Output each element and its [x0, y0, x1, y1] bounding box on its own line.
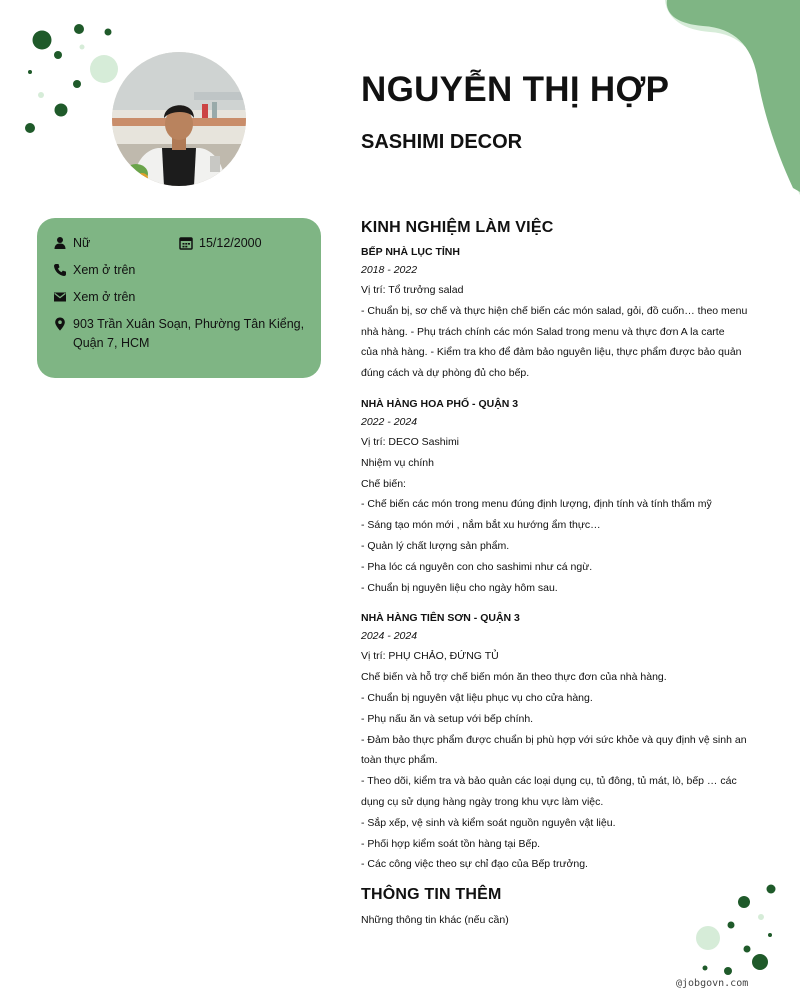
job-line: - Chuẩn bị nguyên liệu cho ngày hôm sau.	[361, 581, 558, 594]
birthdate-text: 15/12/2000	[199, 236, 262, 250]
job-period: 2022 - 2024	[361, 415, 418, 428]
job-line: - Phối hợp kiểm soát tồn hàng tại Bếp.	[361, 837, 541, 850]
job-line: Vị trí: PHỤ CHẢO, ĐỨNG TỦ	[361, 650, 499, 663]
job-line: Nhiệm vụ chính	[361, 456, 434, 469]
job-line: của nhà hàng. - Kiểm tra kho để đảm bảo nguyên liệu, thực phẩm được bảo quản	[361, 346, 742, 359]
bottom-right-dots-decoration	[690, 880, 780, 975]
job-line: - Chuẩn bị, sơ chế và thực hiện chế biến các món salad, gỏi, đồ cuốn… theo menu	[361, 304, 748, 317]
job-line: - Đảm bảo thực phẩm được chuẩn bị phù hợp với sức khỏe và quy định vệ sinh an	[361, 733, 747, 746]
location-pin-icon	[53, 317, 67, 331]
job-line: - Các công việc theo sự chỉ đạo của Bếp trưởng.	[361, 858, 588, 871]
job-entry	[361, 395, 763, 598]
phone-icon	[53, 263, 67, 277]
job-line: - Sắp xếp, vệ sinh và kiểm soát nguồn nguyên vật liệu.	[361, 816, 616, 829]
top-right-decoration	[665, 0, 800, 200]
extra-info-text: Những thông tin khác (nếu cần)	[361, 914, 509, 927]
phone-row	[53, 261, 135, 280]
job-line: - Theo dõi, kiểm tra và bảo quản các loại dụng cụ, tủ đông, tủ mát, lò, bếp … các	[361, 775, 737, 788]
watermark: @jobgovn.com	[676, 978, 749, 989]
gender-row	[53, 234, 90, 253]
job-entry	[361, 609, 763, 875]
job-line: Chế biến và hỗ trợ chế biến món ăn theo thực đơn của nhà hàng.	[361, 671, 667, 684]
address-line-1: 903 Trần Xuân Soạn, Phường Tân Kiểng,	[73, 317, 305, 331]
person-icon	[53, 236, 67, 250]
job-line: đúng cách và dự phòng đủ cho bếp.	[361, 367, 530, 380]
job-line: Chế biến:	[361, 477, 406, 490]
job-company: NHÀ HÀNG TIÊN SƠN - QUẬN 3	[361, 612, 520, 625]
email-text: Xem ở trên	[73, 290, 136, 304]
job-company: NHÀ HÀNG HOA PHỐ - QUẬN 3	[361, 397, 519, 410]
job-line: - Pha lóc cá nguyên con cho sashimi như cá ngừ.	[361, 560, 593, 573]
address-row	[53, 315, 313, 353]
birthdate-row	[179, 234, 262, 253]
contact-info-card	[37, 218, 321, 378]
job-entry	[361, 243, 763, 384]
job-line: Vị trí: Tổ trưởng salad	[361, 284, 464, 296]
profile-photo-illustration	[112, 52, 246, 186]
job-line: - Phụ nấu ăn và setup với bếp chính.	[361, 712, 534, 725]
job-line: nhà hàng. - Phụ trách chính các món Salad trong menu và thực đơn A la carte	[361, 325, 725, 338]
candidate-job-title: SASHIMI DECOR	[361, 131, 523, 153]
extra-info-heading: THÔNG TIN THÊM	[361, 886, 502, 904]
mail-icon	[53, 290, 67, 304]
job-line: toàn thực phẩm.	[361, 754, 438, 767]
address-line-2: Quận 7, HCM	[73, 336, 150, 350]
job-line: dụng cụ sử dụng hàng ngày trong khu vực làm việc.	[361, 795, 604, 808]
calendar-icon	[179, 236, 193, 250]
phone-text: Xem ở trên	[73, 263, 136, 277]
job-line: - Chuẩn bị nguyên vật liệu phục vụ cho cửa hàng.	[361, 691, 593, 704]
job-line: - Chế biến các món trong menu đúng định lượng, định tính và tính thẩm mỹ	[361, 498, 712, 511]
profile-photo	[112, 52, 246, 186]
job-line: Vị trí: DECO Sashimi	[361, 435, 460, 448]
job-period: 2018 - 2022	[361, 264, 418, 276]
gender-text: Nữ	[73, 236, 91, 250]
main-content	[361, 219, 763, 931]
candidate-name: NGUYỄN THỊ HỢP	[361, 70, 670, 109]
job-company: BẾP NHÀ LỤC TỈNH	[361, 246, 460, 258]
job-line: - Sáng tạo món mới , nắm bắt xu hướng ẩm thực…	[361, 519, 601, 532]
job-line: - Quản lý chất lượng sản phẩm.	[361, 539, 510, 552]
email-row	[53, 288, 135, 307]
experience-heading: KINH NGHIỆM LÀM VIỆC	[361, 219, 554, 236]
job-period: 2024 - 2024	[361, 630, 418, 643]
